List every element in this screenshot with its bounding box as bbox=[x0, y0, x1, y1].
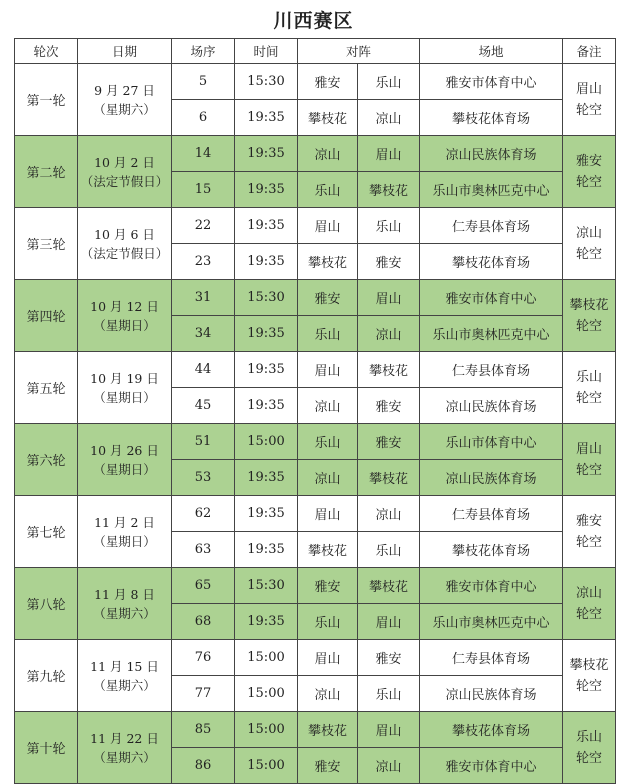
away-team-cell: 眉山 bbox=[358, 712, 420, 748]
match-no-cell: 77 bbox=[172, 676, 235, 712]
bye-team: 乐山 bbox=[576, 369, 603, 385]
date-cell bbox=[78, 208, 172, 280]
home-team-cell: 凉山 bbox=[298, 388, 358, 424]
venue-cell: 乐山市奥林匹克中心 bbox=[420, 316, 563, 352]
weekday-text: （星期日） bbox=[93, 533, 156, 549]
round-cell: 第三轮 bbox=[15, 208, 78, 280]
match-no-cell: 31 bbox=[172, 280, 235, 316]
time-cell: 19:35 bbox=[235, 136, 298, 172]
match-no-cell: 63 bbox=[172, 532, 235, 568]
home-team-cell: 凉山 bbox=[298, 676, 358, 712]
venue-cell: 乐山市奥林匹克中心 bbox=[420, 604, 563, 640]
header-round: 轮次 bbox=[15, 39, 78, 64]
weekday-text: （法定节假日） bbox=[80, 245, 169, 261]
venue-cell: 凉山民族体育场 bbox=[420, 136, 563, 172]
home-team-cell: 攀枝花 bbox=[298, 100, 358, 136]
venue-cell: 攀枝花体育场 bbox=[420, 244, 563, 280]
away-team-cell: 凉山 bbox=[358, 100, 420, 136]
time-cell: 19:35 bbox=[235, 532, 298, 568]
match-no-cell: 6 bbox=[172, 100, 235, 136]
bye-team: 凉山 bbox=[576, 225, 603, 241]
match-no-cell: 5 bbox=[172, 64, 235, 100]
time-cell: 19:35 bbox=[235, 352, 298, 388]
time-cell: 15:00 bbox=[235, 676, 298, 712]
time-cell: 15:30 bbox=[235, 568, 298, 604]
header-match-no: 场序 bbox=[172, 39, 235, 64]
match-no-cell: 76 bbox=[172, 640, 235, 676]
table-row bbox=[15, 136, 616, 172]
schedule-table bbox=[14, 38, 616, 784]
weekday-text: （星期六） bbox=[93, 749, 156, 765]
note-cell bbox=[563, 496, 616, 568]
match-no-cell: 34 bbox=[172, 316, 235, 352]
date-cell bbox=[78, 280, 172, 352]
table-row bbox=[15, 640, 616, 676]
weekday-text: （星期日） bbox=[93, 461, 156, 477]
match-no-cell: 44 bbox=[172, 352, 235, 388]
note-cell bbox=[563, 640, 616, 712]
away-team-cell: 乐山 bbox=[358, 64, 420, 100]
date-cell bbox=[78, 136, 172, 208]
venue-cell: 雅安市体育中心 bbox=[420, 64, 563, 100]
time-cell: 15:30 bbox=[235, 280, 298, 316]
away-team-cell: 攀枝花 bbox=[358, 460, 420, 496]
match-no-cell: 85 bbox=[172, 712, 235, 748]
table-row bbox=[15, 64, 616, 100]
bye-team: 凉山 bbox=[576, 585, 603, 601]
round-cell: 第四轮 bbox=[15, 280, 78, 352]
note-cell bbox=[563, 424, 616, 496]
table-row bbox=[15, 208, 616, 244]
bye-team: 雅安 bbox=[576, 513, 603, 529]
away-team-cell: 眉山 bbox=[358, 604, 420, 640]
venue-cell: 乐山市体育中心 bbox=[420, 424, 563, 460]
weekday-text: （星期日） bbox=[93, 389, 156, 405]
date-text: 10 月 2 日 bbox=[94, 154, 155, 170]
away-team-cell: 雅安 bbox=[358, 424, 420, 460]
home-team-cell: 雅安 bbox=[298, 280, 358, 316]
match-no-cell: 65 bbox=[172, 568, 235, 604]
time-cell: 19:35 bbox=[235, 604, 298, 640]
match-no-cell: 14 bbox=[172, 136, 235, 172]
header-row bbox=[15, 39, 616, 64]
away-team-cell: 凉山 bbox=[358, 748, 420, 784]
time-cell: 19:35 bbox=[235, 208, 298, 244]
date-text: 9 月 27 日 bbox=[94, 82, 155, 98]
date-text: 10 月 6 日 bbox=[94, 226, 155, 242]
date-text: 10 月 26 日 bbox=[90, 442, 159, 458]
weekday-text: （星期六） bbox=[93, 677, 156, 693]
home-team-cell: 乐山 bbox=[298, 604, 358, 640]
venue-cell: 凉山民族体育场 bbox=[420, 460, 563, 496]
venue-cell: 雅安市体育中心 bbox=[420, 748, 563, 784]
note-cell bbox=[563, 136, 616, 208]
date-cell bbox=[78, 424, 172, 496]
time-cell: 15:00 bbox=[235, 640, 298, 676]
home-team-cell: 雅安 bbox=[298, 748, 358, 784]
date-cell bbox=[78, 712, 172, 784]
round-cell: 第十轮 bbox=[15, 712, 78, 784]
bye-label: 轮空 bbox=[576, 174, 603, 190]
date-text: 10 月 19 日 bbox=[90, 370, 159, 386]
table-row bbox=[15, 712, 616, 748]
header-date: 日期 bbox=[78, 39, 172, 64]
date-cell bbox=[78, 64, 172, 136]
bye-label: 轮空 bbox=[576, 246, 603, 262]
bye-team: 乐山 bbox=[576, 729, 603, 745]
venue-cell: 雅安市体育中心 bbox=[420, 568, 563, 604]
bye-label: 轮空 bbox=[576, 534, 603, 550]
away-team-cell: 雅安 bbox=[358, 640, 420, 676]
round-cell: 第六轮 bbox=[15, 424, 78, 496]
home-team-cell: 眉山 bbox=[298, 496, 358, 532]
note-cell bbox=[563, 64, 616, 136]
time-cell: 15:30 bbox=[235, 64, 298, 100]
away-team-cell: 攀枝花 bbox=[358, 568, 420, 604]
venue-cell: 凉山民族体育场 bbox=[420, 388, 563, 424]
date-cell bbox=[78, 496, 172, 568]
date-text: 11 月 8 日 bbox=[94, 586, 155, 602]
round-cell: 第七轮 bbox=[15, 496, 78, 568]
round-cell: 第一轮 bbox=[15, 64, 78, 136]
match-no-cell: 86 bbox=[172, 748, 235, 784]
match-no-cell: 51 bbox=[172, 424, 235, 460]
away-team-cell: 眉山 bbox=[358, 280, 420, 316]
date-cell bbox=[78, 568, 172, 640]
venue-cell: 仁寿县体育场 bbox=[420, 640, 563, 676]
time-cell: 15:00 bbox=[235, 424, 298, 460]
table-row bbox=[15, 280, 616, 316]
bye-label: 轮空 bbox=[576, 102, 603, 118]
bye-label: 轮空 bbox=[576, 390, 603, 406]
match-no-cell: 23 bbox=[172, 244, 235, 280]
venue-cell: 仁寿县体育场 bbox=[420, 496, 563, 532]
weekday-text: （星期日） bbox=[93, 317, 156, 333]
bye-team: 攀枝花 bbox=[569, 657, 609, 673]
bye-label: 轮空 bbox=[576, 318, 603, 334]
away-team-cell: 乐山 bbox=[358, 532, 420, 568]
home-team-cell: 攀枝花 bbox=[298, 532, 358, 568]
home-team-cell: 眉山 bbox=[298, 352, 358, 388]
date-text: 10 月 12 日 bbox=[90, 298, 159, 314]
date-text: 11 月 2 日 bbox=[94, 514, 155, 530]
bye-label: 轮空 bbox=[576, 462, 603, 478]
venue-cell: 乐山市奥林匹克中心 bbox=[420, 172, 563, 208]
header-note: 备注 bbox=[563, 39, 616, 64]
table-row bbox=[15, 496, 616, 532]
bye-team: 眉山 bbox=[576, 81, 603, 97]
note-cell bbox=[563, 352, 616, 424]
weekday-text: （星期六） bbox=[93, 605, 156, 621]
time-cell: 19:35 bbox=[235, 388, 298, 424]
venue-cell: 攀枝花体育场 bbox=[420, 712, 563, 748]
venue-cell: 攀枝花体育场 bbox=[420, 100, 563, 136]
page-title: 川西赛区 bbox=[273, 10, 354, 32]
round-cell: 第八轮 bbox=[15, 568, 78, 640]
home-team-cell: 乐山 bbox=[298, 424, 358, 460]
home-team-cell: 雅安 bbox=[298, 568, 358, 604]
time-cell: 19:35 bbox=[235, 172, 298, 208]
time-cell: 19:35 bbox=[235, 496, 298, 532]
time-cell: 19:35 bbox=[235, 460, 298, 496]
table-row bbox=[15, 568, 616, 604]
venue-cell: 仁寿县体育场 bbox=[420, 352, 563, 388]
bye-team: 眉山 bbox=[576, 441, 603, 457]
bye-label: 轮空 bbox=[576, 678, 603, 694]
note-cell bbox=[563, 568, 616, 640]
weekday-text: （法定节假日） bbox=[80, 173, 169, 189]
match-no-cell: 53 bbox=[172, 460, 235, 496]
away-team-cell: 眉山 bbox=[358, 136, 420, 172]
match-no-cell: 68 bbox=[172, 604, 235, 640]
header-venue: 场地 bbox=[420, 39, 563, 64]
time-cell: 19:35 bbox=[235, 100, 298, 136]
bye-label: 轮空 bbox=[576, 750, 603, 766]
home-team-cell: 雅安 bbox=[298, 64, 358, 100]
round-cell: 第九轮 bbox=[15, 640, 78, 712]
date-text: 11 月 22 日 bbox=[90, 730, 159, 746]
date-cell bbox=[78, 352, 172, 424]
home-team-cell: 眉山 bbox=[298, 208, 358, 244]
venue-cell: 雅安市体育中心 bbox=[420, 280, 563, 316]
note-cell bbox=[563, 280, 616, 352]
match-no-cell: 15 bbox=[172, 172, 235, 208]
table-row bbox=[15, 424, 616, 460]
away-team-cell: 雅安 bbox=[358, 244, 420, 280]
home-team-cell: 凉山 bbox=[298, 460, 358, 496]
home-team-cell: 攀枝花 bbox=[298, 712, 358, 748]
time-cell: 15:00 bbox=[235, 748, 298, 784]
time-cell: 19:35 bbox=[235, 316, 298, 352]
away-team-cell: 凉山 bbox=[358, 496, 420, 532]
note-cell bbox=[563, 208, 616, 280]
away-team-cell: 乐山 bbox=[358, 676, 420, 712]
bye-team: 雅安 bbox=[576, 153, 603, 169]
home-team-cell: 凉山 bbox=[298, 136, 358, 172]
home-team-cell: 攀枝花 bbox=[298, 244, 358, 280]
home-team-cell: 乐山 bbox=[298, 316, 358, 352]
round-cell: 第五轮 bbox=[15, 352, 78, 424]
date-text: 11 月 15 日 bbox=[90, 658, 159, 674]
bye-team: 攀枝花 bbox=[569, 297, 609, 313]
round-cell: 第二轮 bbox=[15, 136, 78, 208]
note-cell bbox=[563, 712, 616, 784]
venue-cell: 攀枝花体育场 bbox=[420, 532, 563, 568]
match-no-cell: 22 bbox=[172, 208, 235, 244]
weekday-text: （星期六） bbox=[93, 101, 156, 117]
away-team-cell: 乐山 bbox=[358, 208, 420, 244]
away-team-cell: 凉山 bbox=[358, 316, 420, 352]
header-matchup: 对阵 bbox=[298, 39, 420, 64]
away-team-cell: 雅安 bbox=[358, 388, 420, 424]
venue-cell: 凉山民族体育场 bbox=[420, 676, 563, 712]
venue-cell: 仁寿县体育场 bbox=[420, 208, 563, 244]
away-team-cell: 攀枝花 bbox=[358, 172, 420, 208]
away-team-cell: 攀枝花 bbox=[358, 352, 420, 388]
date-cell bbox=[78, 640, 172, 712]
table-row bbox=[15, 352, 616, 388]
header-time: 时间 bbox=[235, 39, 298, 64]
time-cell: 19:35 bbox=[235, 244, 298, 280]
match-no-cell: 45 bbox=[172, 388, 235, 424]
time-cell: 15:00 bbox=[235, 712, 298, 748]
home-team-cell: 眉山 bbox=[298, 640, 358, 676]
home-team-cell: 乐山 bbox=[298, 172, 358, 208]
bye-label: 轮空 bbox=[576, 606, 603, 622]
match-no-cell: 62 bbox=[172, 496, 235, 532]
